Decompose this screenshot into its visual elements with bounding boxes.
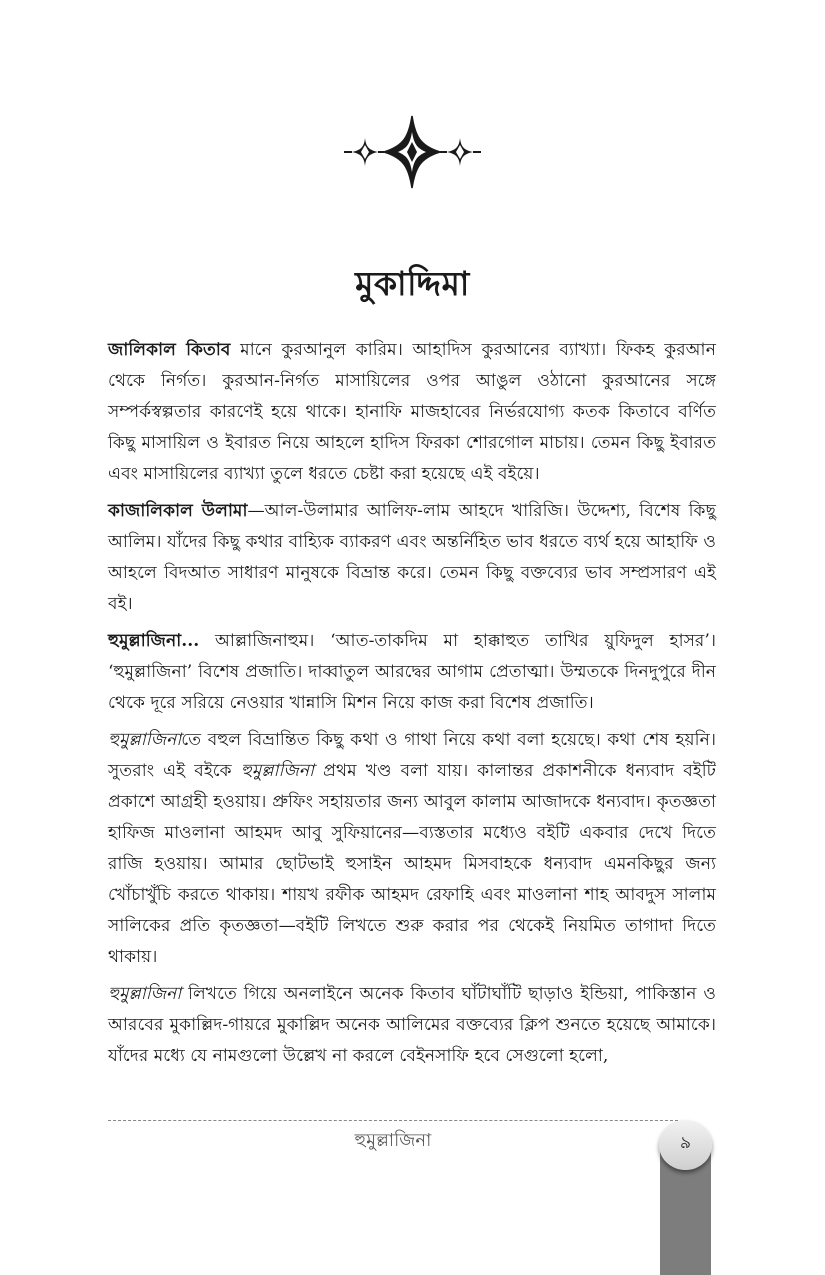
paragraph-text: —আল-উলামার আলিফ-লাম আহদে খারিজি। উদ্দেশ্য, বিশেষ কিছু আলিম। যাঁদের কিছু কথার বাহ্যিক ব্যাকরণ এবং অন্তর্নিহিত ভাব ধরতে ব্যর্থ হয়ে আহাফি ও আহলে বিদআত সাধারণ মানুষকে বিভ্রান্ত করে। তেমন কিছু বক্তব্যের ভাব সম্প্রসারণ এই বই। [108,501,716,614]
paragraph-text: প্রথম খণ্ড বলা যায়। কালান্তর প্রকাশনীকে ধন্যবাদ বইটি প্রকাশে আগ্রহী হওয়ায়। প্রুফিং সহায়তার জন্য আবুল কালাম আজাদকে ধন্যবাদ। কৃতজ্ঞতা হাফিজ মাওলানা আহমদ আবু সুফিয়ানের—ব্যস্ততার মধ্যেও বইটি একবার দেখে দিতে রাজি হওয়ায়। আমার ছোটভাই হুসাইন আহমদ মিসবাহকে ধন্যবাদ এমনকিছুর জন্য খোঁচাখুঁচি করতে থাকায়। শায়খ রফীক আহমদ রেফাহি এবং মাওলানা শাহ আবদুস সালাম সালিকের প্রতি কৃতজ্ঞতা—বইটি লিখতে শুরু করার পর থেকেই নিয়মিত তাগাদা দিতে থাকায়। [108,761,716,967]
paragraph [108,725,716,973]
page-number: ৯ [679,1133,692,1153]
chapter-title: মুকাদ্দিমা [355,264,470,303]
italic-term: হুমুল্লাজিনা [108,984,182,1004]
chapter-body [108,335,716,1078]
paragraph-text: আল্লাজিনাহুম। ‘আত-তাকদিম মা হাক্কাহুত তাখির য়ুফিদুল হাসর’। ‘হুমুল্লাজিনা’ বিশেষ প্রজাতি। দাব্বাতুল আরদ্বের আগাম প্রেতাত্মা। উম্মতকে দিনদুপুরে দীন থেকে দূরে সরিয়ে নেওয়ার খান্নাসি মিশন নিয়ে কাজ করা বিশেষ প্রজাতি। [108,631,716,713]
bold-term: জালিকাল কিতাব [108,340,231,360]
bold-term: হুমুল্লাজিনা... [108,631,200,651]
star-ornament-icon [340,112,485,192]
paragraph [108,496,716,620]
bold-term: কাজালিকাল উলামা [108,501,248,521]
paragraph-text: লিখতে গিয়ে অনলাইনে অনেক কিতাব ঘাঁটাঘাঁটি ছাড়াও ইন্ডিয়া, পাকিস্তান ও আরবের মুকাল্লিদ-গায়রে মুকাল্লিদ অনেক আলিমের বক্তব্যের ক্লিপ শুনতে হয়েছে আমাকে। যাঁদের মধ্যে যে নামগুলো উল্লেখ না করলে বেইনসাফি হবে সেগুলো হলো, [108,984,716,1066]
footer-divider [108,1120,678,1121]
paragraph [108,335,716,490]
paragraph [108,979,716,1072]
running-footer-title: হুমুল্লাজিনা [354,1130,432,1151]
italic-term: হুমুল্লাজিনা [108,730,182,750]
paragraph-text: মানে কুরআনুল কারিম। আহাদিস কুরআনের ব্যাখ্যা। ফিকহ কুরআন থেকে নির্গত। কুরআন-নির্গত মাসায়িলের ওপর আঙুল ওঠানো কুরআনের সঙ্গে সম্পর্কস্বল্পতার কারণেই হয়ে থাকে। হানাফি মাজহাবের নির্ভরযোগ্য কতক কিতাবে বর্ণিত কিছু মাসায়িল ও ইবারত নিয়ে আহলে হাদিস ফিরকা শোরগোল মাচায়। তেমন কিছু ইবারত এবং মাসায়িলের ব্যাখ্যা তুলে ধরতে চেষ্টা করা হয়েছে এই বইয়ে। [108,340,716,484]
italic-term: হুমুল্লাজিনা [240,761,315,781]
paragraph [108,626,716,719]
paragraph-text: তে বহুল বিভ্রান্তিত কিছু কথা ও গাথা নিয়ে কথা বলা হয়েছে। কথা শেষ হয়নি। সুতরাং এই বইকে [108,730,716,781]
